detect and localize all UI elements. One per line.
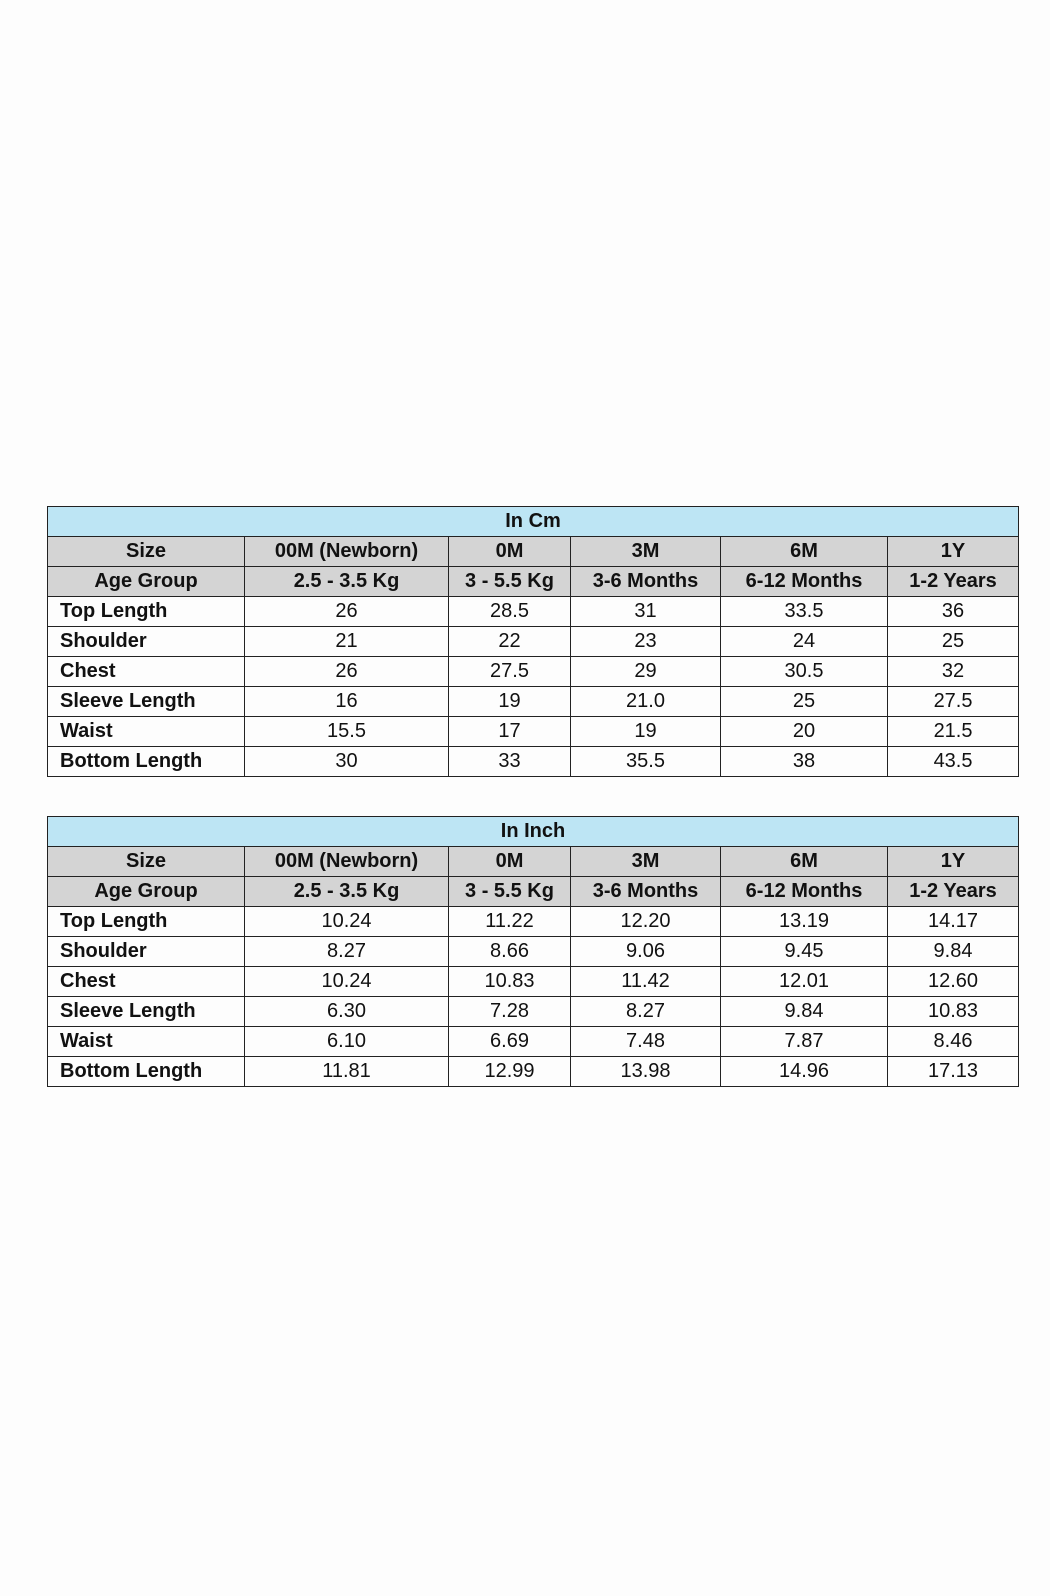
table-cell: 9.45 xyxy=(721,937,888,967)
table-cell: 7.87 xyxy=(721,1027,888,1057)
row-label: Chest xyxy=(48,657,245,687)
table-cell: 27.5 xyxy=(888,687,1019,717)
table-title-row xyxy=(48,507,1019,537)
table-row xyxy=(48,937,1019,967)
age-header-cell: 6-12 Months xyxy=(721,567,888,597)
size-header-row xyxy=(48,847,1019,877)
table-cell: 10.83 xyxy=(888,997,1019,1027)
table-cell: 33.5 xyxy=(721,597,888,627)
row-label: Shoulder xyxy=(48,937,245,967)
table-cell: 21.0 xyxy=(571,687,721,717)
table-cell: 8.27 xyxy=(245,937,449,967)
table-cell: 26 xyxy=(245,657,449,687)
table-row xyxy=(48,717,1019,747)
size-header-row xyxy=(48,537,1019,567)
table-cell: 27.5 xyxy=(449,657,571,687)
table-title-row xyxy=(48,817,1019,847)
age-header-cell: 3-6 Months xyxy=(571,877,721,907)
age-header-cell: 2.5 - 3.5 Kg xyxy=(245,567,449,597)
table-row xyxy=(48,1027,1019,1057)
table-cell: 20 xyxy=(721,717,888,747)
age-header-cell: 3 - 5.5 Kg xyxy=(449,877,571,907)
size-table-cm xyxy=(47,506,1019,777)
table-cell: 9.84 xyxy=(721,997,888,1027)
size-header-cell: 3M xyxy=(571,847,721,877)
size-header-cell: 0M xyxy=(449,537,571,567)
table-cell: 11.81 xyxy=(245,1057,449,1087)
table-cell: 7.48 xyxy=(571,1027,721,1057)
table-cell: 30.5 xyxy=(721,657,888,687)
age-header-cell: 2.5 - 3.5 Kg xyxy=(245,877,449,907)
table-cell: 29 xyxy=(571,657,721,687)
age-header-cell: 3-6 Months xyxy=(571,567,721,597)
table-row xyxy=(48,597,1019,627)
table-cell: 9.06 xyxy=(571,937,721,967)
table-row xyxy=(48,997,1019,1027)
table-cell: 30 xyxy=(245,747,449,777)
table-cell: 12.99 xyxy=(449,1057,571,1087)
table-row xyxy=(48,1057,1019,1087)
size-header-cell: 6M xyxy=(721,537,888,567)
row-label: Sleeve Length xyxy=(48,997,245,1027)
table-cell: 12.20 xyxy=(571,907,721,937)
table-cell: 24 xyxy=(721,627,888,657)
table-cell: 23 xyxy=(571,627,721,657)
table-row xyxy=(48,657,1019,687)
table-cell: 17 xyxy=(449,717,571,747)
age-group-label: Age Group xyxy=(48,877,245,907)
size-header-cell: 0M xyxy=(449,847,571,877)
table-cell: 6.30 xyxy=(245,997,449,1027)
size-label: Size xyxy=(48,847,245,877)
table-cell: 38 xyxy=(721,747,888,777)
age-header-row xyxy=(48,567,1019,597)
table-cell: 25 xyxy=(721,687,888,717)
table-cell: 19 xyxy=(449,687,571,717)
row-label: Top Length xyxy=(48,597,245,627)
table-title: In Inch xyxy=(48,817,1019,847)
table-cell: 36 xyxy=(888,597,1019,627)
table-cell: 10.83 xyxy=(449,967,571,997)
table-cell: 21 xyxy=(245,627,449,657)
table-cell: 9.84 xyxy=(888,937,1019,967)
table-row xyxy=(48,747,1019,777)
size-header-cell: 3M xyxy=(571,537,721,567)
table-cell: 21.5 xyxy=(888,717,1019,747)
table-cell: 6.69 xyxy=(449,1027,571,1057)
table-cell: 6.10 xyxy=(245,1027,449,1057)
table-cell: 12.01 xyxy=(721,967,888,997)
age-header-row xyxy=(48,877,1019,907)
table-cell: 15.5 xyxy=(245,717,449,747)
table-title: In Cm xyxy=(48,507,1019,537)
row-label: Bottom Length xyxy=(48,747,245,777)
table-cell: 14.96 xyxy=(721,1057,888,1087)
table-cell: 22 xyxy=(449,627,571,657)
table-cell: 11.42 xyxy=(571,967,721,997)
table-cell: 19 xyxy=(571,717,721,747)
table-cell: 16 xyxy=(245,687,449,717)
row-label: Top Length xyxy=(48,907,245,937)
table-row xyxy=(48,687,1019,717)
size-label: Size xyxy=(48,537,245,567)
table-cell: 10.24 xyxy=(245,967,449,997)
table-cell: 10.24 xyxy=(245,907,449,937)
row-label: Chest xyxy=(48,967,245,997)
table-cell: 13.19 xyxy=(721,907,888,937)
row-label: Bottom Length xyxy=(48,1057,245,1087)
size-header-cell: 00M (Newborn) xyxy=(245,537,449,567)
table-cell: 26 xyxy=(245,597,449,627)
age-header-cell: 3 - 5.5 Kg xyxy=(449,567,571,597)
table-cell: 14.17 xyxy=(888,907,1019,937)
table-cell: 32 xyxy=(888,657,1019,687)
table-cell: 43.5 xyxy=(888,747,1019,777)
table-row xyxy=(48,907,1019,937)
table-cell: 7.28 xyxy=(449,997,571,1027)
table-cell: 12.60 xyxy=(888,967,1019,997)
table-cell: 31 xyxy=(571,597,721,627)
table-cell: 13.98 xyxy=(571,1057,721,1087)
table-cell: 8.46 xyxy=(888,1027,1019,1057)
size-header-cell: 1Y xyxy=(888,537,1019,567)
age-header-cell: 6-12 Months xyxy=(721,877,888,907)
table-row xyxy=(48,627,1019,657)
row-label: Sleeve Length xyxy=(48,687,245,717)
age-group-label: Age Group xyxy=(48,567,245,597)
row-label: Waist xyxy=(48,717,245,747)
age-header-cell: 1-2 Years xyxy=(888,877,1019,907)
size-table-inch xyxy=(47,816,1019,1087)
table-cell: 35.5 xyxy=(571,747,721,777)
table-cell: 28.5 xyxy=(449,597,571,627)
age-header-cell: 1-2 Years xyxy=(888,567,1019,597)
size-header-cell: 1Y xyxy=(888,847,1019,877)
table-cell: 8.27 xyxy=(571,997,721,1027)
table-row xyxy=(48,967,1019,997)
row-label: Waist xyxy=(48,1027,245,1057)
table-cell: 25 xyxy=(888,627,1019,657)
table-cell: 17.13 xyxy=(888,1057,1019,1087)
table-cell: 33 xyxy=(449,747,571,777)
row-label: Shoulder xyxy=(48,627,245,657)
size-header-cell: 00M (Newborn) xyxy=(245,847,449,877)
table-cell: 8.66 xyxy=(449,937,571,967)
table-cell: 11.22 xyxy=(449,907,571,937)
size-header-cell: 6M xyxy=(721,847,888,877)
